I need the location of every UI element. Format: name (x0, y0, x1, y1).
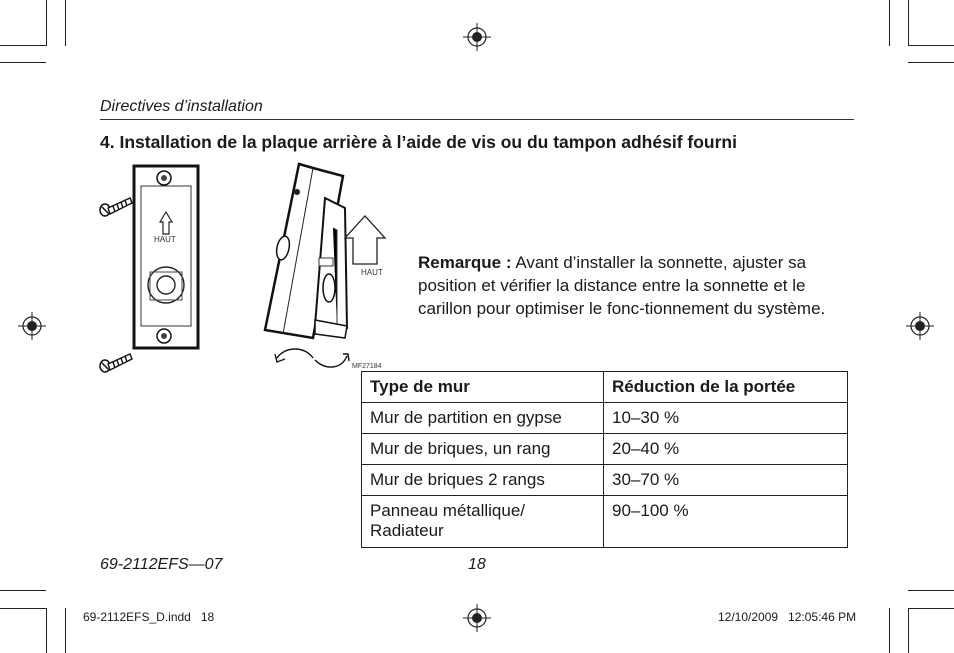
registration-mark-bottom (463, 604, 491, 632)
table-cell: 90–100 % (604, 496, 848, 548)
footer-page-number: 18 (468, 556, 486, 573)
table-header-cell: Réduction de la portée (604, 372, 848, 403)
back-plate-illustration (96, 160, 206, 382)
illustration-ref-code: MF27184 (352, 363, 382, 370)
table-cell: Mur de briques 2 rangs (362, 465, 604, 496)
print-slug-datetime: 12/10/2009 12:05:46 PM (718, 610, 857, 624)
table-cell: Panneau métallique/ Radiateur (362, 496, 604, 548)
table-row (362, 403, 848, 434)
registration-mark-left (18, 312, 46, 340)
note (418, 251, 848, 320)
table-cell: 10–30 % (604, 403, 848, 434)
print-slug-file: 69-2112EFS_D.indd 18 (83, 610, 215, 624)
screw-bottom-icon (100, 354, 132, 372)
table-cell: 20–40 % (604, 434, 848, 465)
table-row (362, 434, 848, 465)
up-label-right: HAUT (361, 268, 383, 277)
table-row (362, 496, 848, 548)
table-header-row (362, 372, 848, 403)
registration-mark-top (463, 23, 491, 51)
note-label: Remarque : (418, 253, 512, 272)
step-heading: 4. Installation de la plaque arrière à l’aide de vis ou du tampon adhésif fourni (100, 132, 737, 152)
registration-mark-right (906, 312, 934, 340)
table-cell: 30–70 % (604, 465, 848, 496)
doorbell-housing-illustration (255, 158, 395, 376)
footer-doc-number: 69-2112EFS—07 (100, 556, 223, 573)
screw-top-icon (100, 198, 132, 216)
table-header-cell: Type de mur (362, 372, 604, 403)
header-rule (100, 119, 854, 120)
table-cell: Mur de partition en gypse (362, 403, 604, 434)
table-row (362, 465, 848, 496)
range-reduction-table (361, 371, 848, 548)
table-cell: Mur de briques, un rang (362, 434, 604, 465)
up-label-left: HAUT (154, 235, 176, 244)
note-text: Avant d’installer la sonnette, ajuster sa position et vérifier la distance entre la sonnette et le carillon pour optimiser le fonc-tionnement du système. (418, 253, 826, 318)
section-label: Directives d’installation (100, 98, 263, 115)
